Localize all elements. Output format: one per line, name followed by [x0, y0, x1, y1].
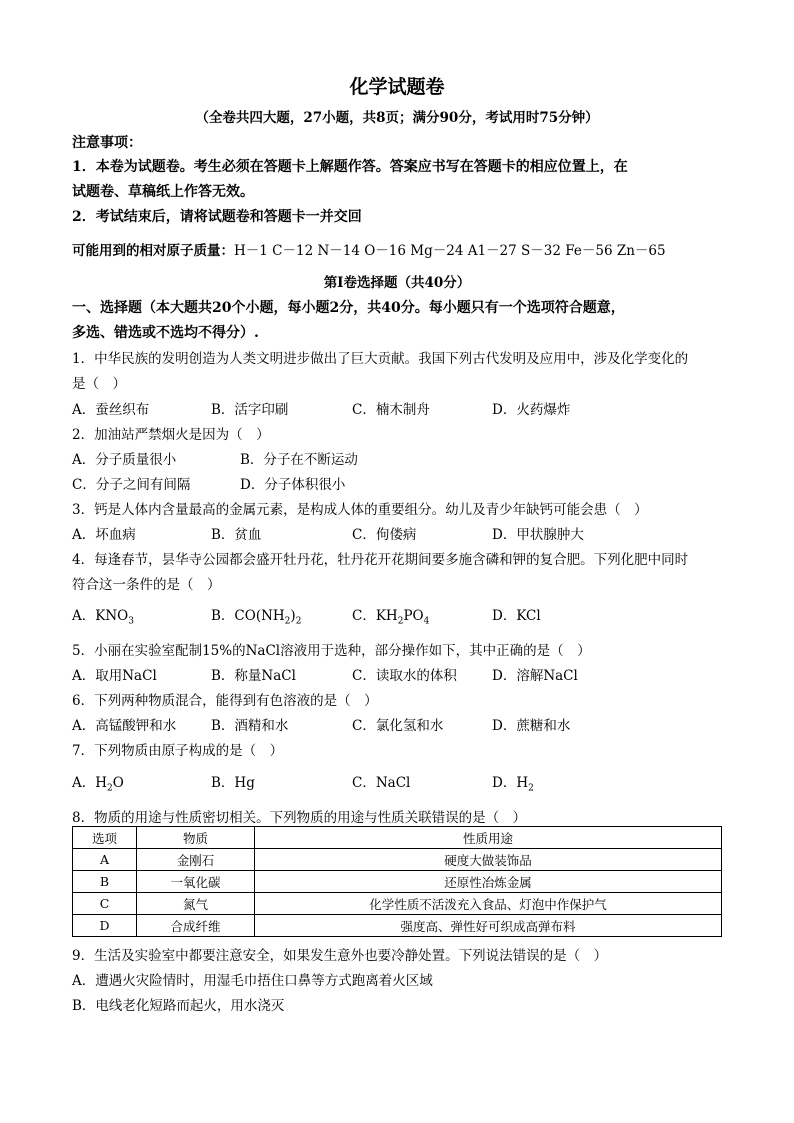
- table-cell: A: [73, 849, 137, 871]
- q7-option-b: B．Hg: [211, 775, 255, 791]
- q8-table: [72, 826, 722, 937]
- table-cell: 还原性冶炼金属: [255, 871, 722, 893]
- question-9: 9．生活及实验室中都要注意安全，如果发生意外也要冷静处置。下列说法错误的是（ ）: [72, 948, 608, 964]
- question-7: 7．下列物质由原子构成的是（ ）: [72, 743, 284, 759]
- q7-option-c: C．NaCl: [352, 775, 411, 791]
- q1-option-c: C．楠木制舟: [352, 402, 430, 418]
- note-item-2: 2．考试结束后，请将试题卷和答题卡一并交回: [72, 209, 362, 225]
- table-cell: C: [73, 893, 137, 915]
- q1-option-a: A．蚕丝织布: [72, 402, 150, 418]
- q4-option-a: A．$KNO_3$: [72, 608, 134, 627]
- q6-option-b: B．酒精和水: [211, 718, 289, 734]
- q4-option-d: D．KCl: [492, 608, 541, 624]
- table-cell: 合成纤维: [137, 915, 255, 937]
- atomic-mass-line: [72, 239, 666, 259]
- q5-option-d: D．溶解NaCl: [492, 668, 578, 684]
- q1-option-b: B．活字印刷: [211, 402, 289, 418]
- q5-option-a: A．取用NaCl: [72, 668, 157, 684]
- table-cell: B: [73, 871, 137, 893]
- table-row: [73, 915, 722, 937]
- q3-option-a: A．坏血病: [72, 527, 136, 543]
- question-4-line-1: 4．每逢春节，昙华寺公园都会盛开牡丹花，牡丹花开花期间要多施含磷和钾的复合肥。下列化肥中同时: [72, 552, 689, 568]
- table-header-row: [73, 827, 722, 849]
- question-8: 8．物质的用途与性质密切相关。下列物质的用途与性质关联错误的是（ ）: [72, 810, 527, 826]
- q2-option-b: B．分子在不断运动: [240, 452, 358, 468]
- q7-option-a: A．$H_2O$: [72, 775, 124, 794]
- q7-option-d: D．$H_2$: [492, 775, 534, 794]
- q3-option-d: D．甲状腺肿大: [492, 527, 584, 543]
- table-header-cell: 选项: [73, 827, 137, 849]
- q5-option-b: B．称量NaCl: [211, 668, 296, 684]
- atomic-mass-label: 可能用到的相对原子质量：: [72, 243, 234, 259]
- table-cell: 硬度大做装饰品: [255, 849, 722, 871]
- q1-option-d: D．火药爆炸: [492, 402, 571, 418]
- q6-option-c: C．氯化氢和水: [352, 718, 444, 734]
- table-header-cell: 物质: [137, 827, 255, 849]
- q2-option-d: D．分子体积很小: [240, 477, 346, 493]
- q6-option-a: A．高锰酸钾和水: [72, 718, 177, 734]
- table-header-cell: 性质用途: [255, 827, 722, 849]
- table-cell: 化学性质不活泼充入食品、灯泡中作保护气: [255, 893, 722, 915]
- table-cell: 一氧化碳: [137, 871, 255, 893]
- question-1-line-2: 是（ ）: [72, 376, 126, 392]
- atomic-mass-values: H－1 C－12 N－14 O－16 Mg－24 A1－27 S－32 Fe－56 Zn－65: [234, 243, 666, 259]
- notes-heading: 注意事项：: [72, 135, 142, 151]
- table-cell: 氮气: [137, 893, 255, 915]
- q5-option-c: C．读取水的体积: [352, 668, 457, 684]
- q2-option-a: A．分子质量很小: [72, 452, 177, 468]
- exam-info: （全卷共四大题，27小题，共8页；满分90分，考试用时75分钟）: [195, 110, 599, 126]
- question-3: 3．钙是人体内含量最高的金属元素，是构成人体的重要组分。幼儿及青少年缺钙可能会患（ ）: [72, 502, 648, 518]
- q4-option-c: C．$KH_2PO_4$: [352, 608, 430, 627]
- q3-option-c: C．佝偻病: [352, 527, 417, 543]
- section-intro-line-1: 一、选择题（本大题共20个小题，每小题2分，共40分。每小题只有一个选项符合题意，: [72, 300, 625, 316]
- table-cell: 强度高、弹性好可织成高弹布料: [255, 915, 722, 937]
- q4-option-b: B．$CO(NH_2)_2$: [211, 608, 302, 627]
- question-5: 5．小丽在实验室配制15%的NaCl溶液用于选种，部分操作如下，其中正确的是（ ）: [72, 643, 591, 659]
- q2-option-c: C．分子之间有间隔: [72, 477, 191, 493]
- question-6: 6．下列两种物质混合，能得到有色溶液的是（ ）: [72, 693, 378, 709]
- q9-option-a: A．遭遇火灾险情时，用湿毛巾捂住口鼻等方式跑离着火区域: [72, 973, 433, 989]
- table-row: [73, 849, 722, 871]
- question-1-line-1: 1．中华民族的发明创造为人类文明进步做出了巨大贡献。我国下列古代发明及应用中，涉及化学变化的: [72, 351, 689, 367]
- table-cell: D: [73, 915, 137, 937]
- table-cell: 金刚石: [137, 849, 255, 871]
- section-title: 第Ⅰ卷选择题（共40分）: [323, 275, 471, 291]
- question-4-line-2: 符合这一条件的是（ ）: [72, 577, 221, 593]
- q9-option-b: B．电线老化短路而起火，用水浇灭: [72, 998, 285, 1014]
- note-item-1-line-1: 1．本卷为试题卷。考生必须在答题卡上解题作答。答案应书写在答题卡的相应位置上，在: [72, 159, 628, 175]
- table-row: [73, 871, 722, 893]
- table-row: [73, 893, 722, 915]
- page-title: 化学试题卷: [349, 76, 445, 98]
- q6-option-d: D．蔗糖和水: [492, 718, 571, 734]
- note-item-1-line-2: 试题卷、草稿纸上作答无效。: [72, 184, 254, 200]
- question-2: 2．加油站严禁烟火是因为（ ）: [72, 427, 270, 443]
- section-intro-line-2: 多选、错选或不选均不得分）.: [72, 325, 259, 341]
- q3-option-b: B．贫血: [211, 527, 262, 543]
